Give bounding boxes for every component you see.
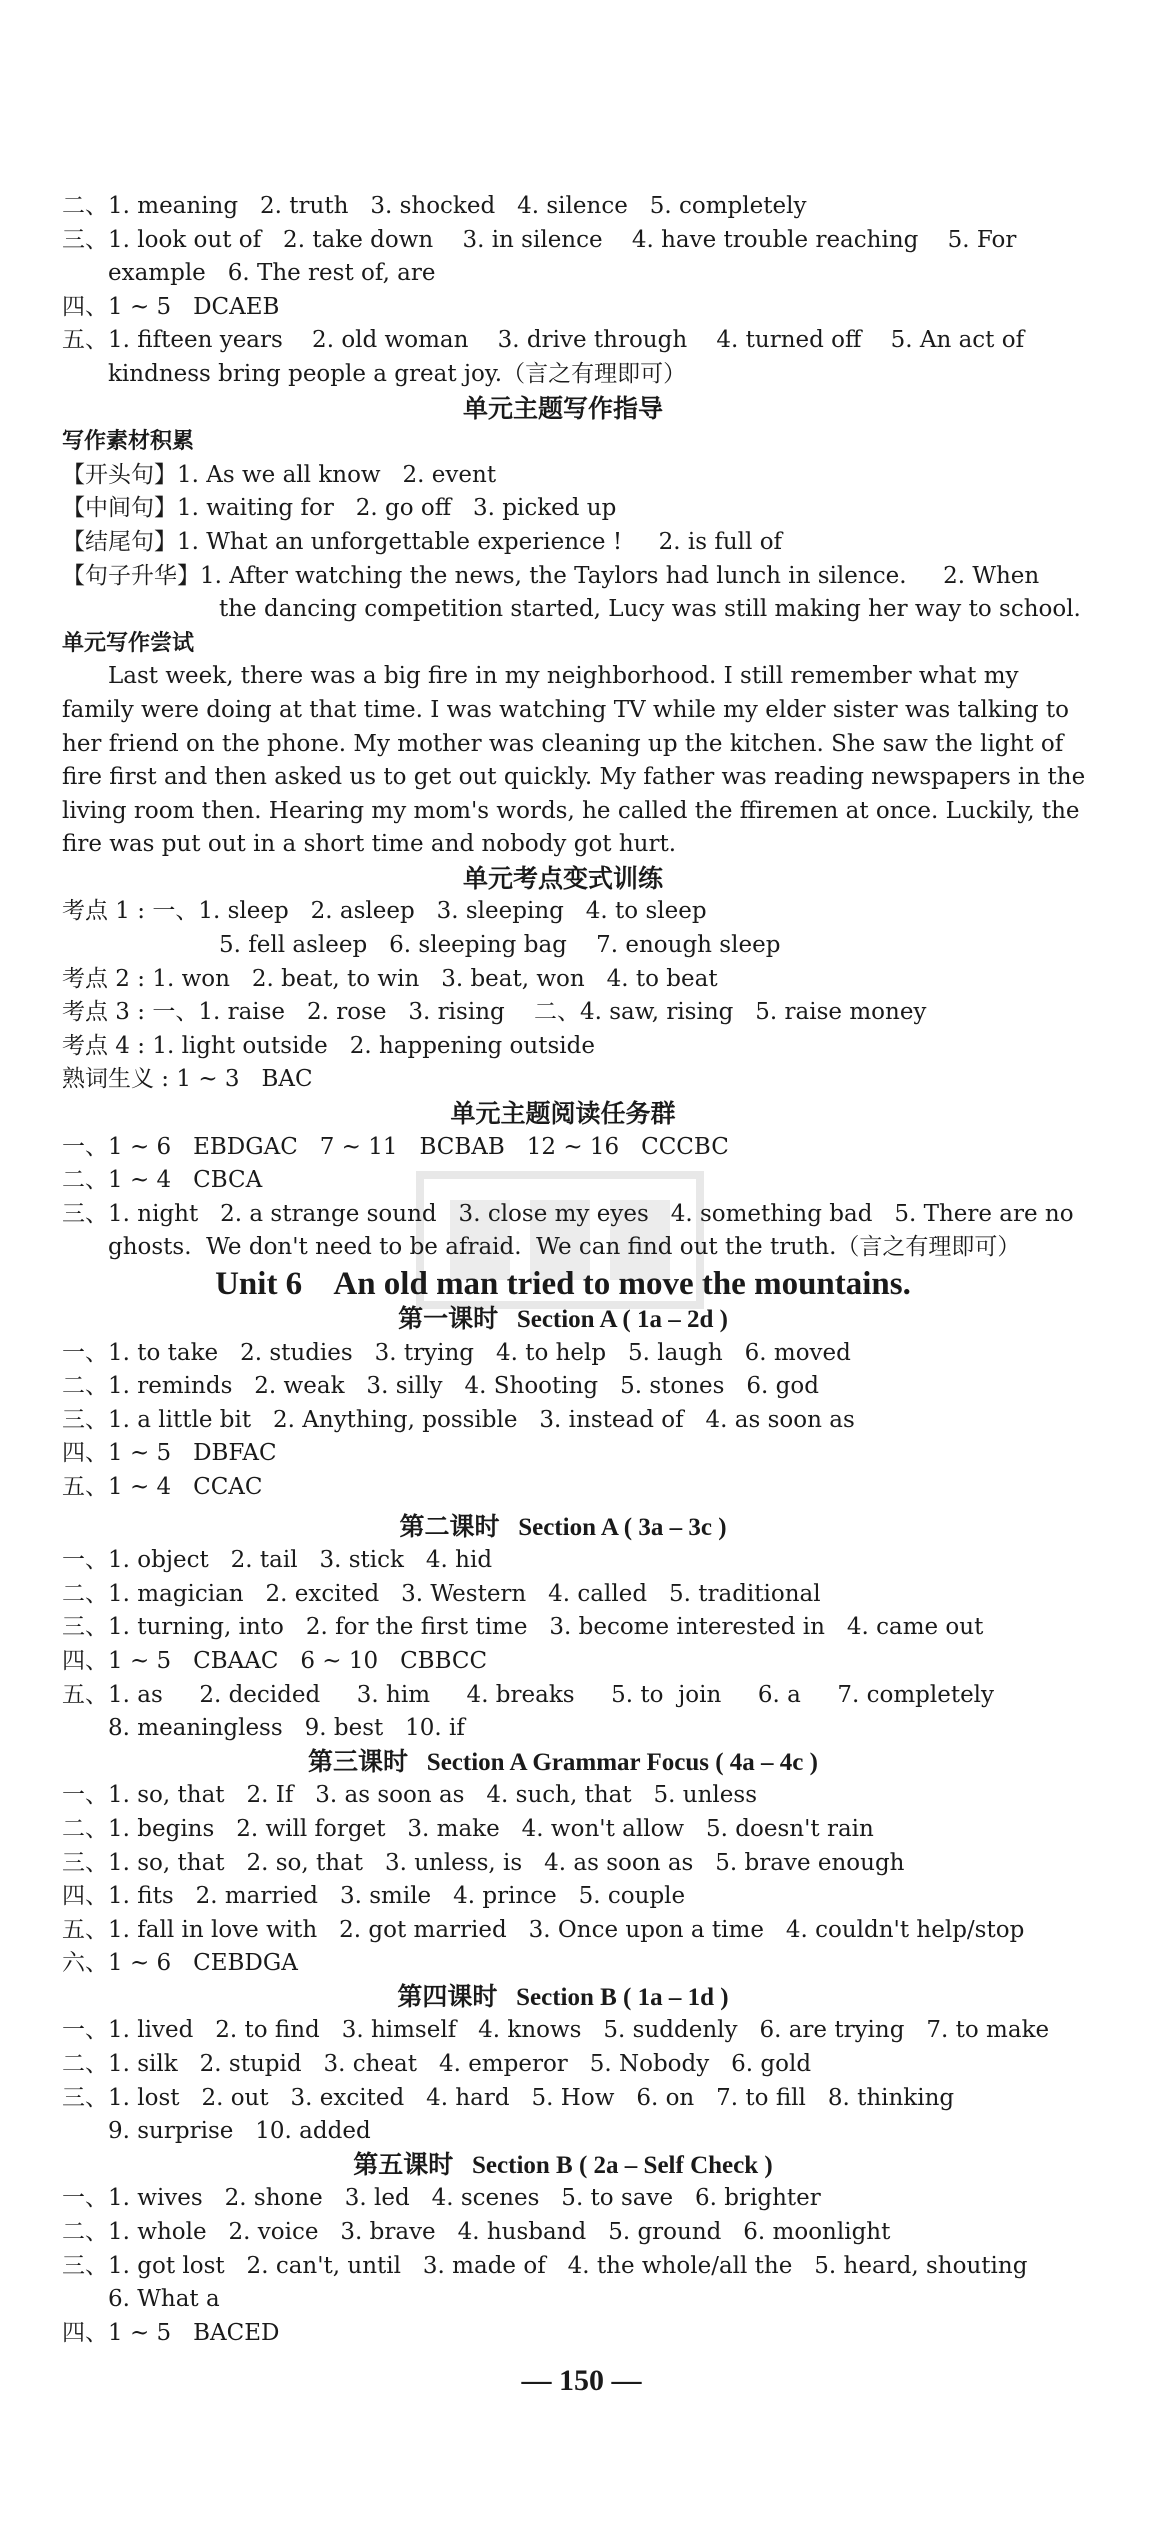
answer-line: 6. What a xyxy=(108,2286,220,2313)
lesson-heading: 第一课时 Section A ( 1a – 2d ) xyxy=(398,1306,728,1333)
answer-line: 考点 2 : 1. won 2. beat, to win 3. beat, won 4. to beat xyxy=(62,965,718,992)
answer-line: 四、1 ~ 5 DBFAC xyxy=(62,1440,277,1467)
answer-line: 三、1. got lost 2. can't, until 3. made of 4. the whole/all the 5. heard, shouting xyxy=(62,2252,1028,2279)
answer-content xyxy=(62,190,1086,2350)
answer-line: 一、1. so, that 2. If 3. as soon as 4. such, that 5. unless xyxy=(62,1782,757,1809)
answer-line: 考点 3 : 一、1. raise 2. rose 3. rising 二、4. saw, rising 5. raise money xyxy=(62,999,927,1026)
answer-line: 六、1 ~ 6 CEBDGA xyxy=(62,1950,298,1977)
essay-line: living room then. Hearing my mom's words, he called the ffiremen at once. Luckily, the xyxy=(62,797,1080,824)
answer-line: 8. meaningless 9. best 10. if xyxy=(108,1715,465,1742)
answer-line: 二、1. reminds 2. weak 3. silly 4. Shooting 5. stones 6. god xyxy=(62,1373,819,1400)
essay-line: her friend on the phone. My mother was cleaning up the kitchen. She saw the light of xyxy=(62,730,1064,757)
page-number: — 150 — xyxy=(521,2364,642,2397)
answer-line: 【开头句】1. As we all know 2. event xyxy=(62,461,497,488)
answer-line: 二、1. magician 2. excited 3. Western 4. called 5. traditional xyxy=(62,1580,821,1607)
answer-line: 四、1 ~ 5 DCAEB xyxy=(62,293,280,320)
essay-line: fire was put out in a short time and nobody got hurt. xyxy=(62,831,677,858)
answer-line: 【中间句】1. waiting for 2. go off 3. picked up xyxy=(62,495,617,522)
lesson-heading: 第二课时 Section A ( 3a – 3c ) xyxy=(399,1513,727,1541)
answer-line: 二、1. whole 2. voice 3. brave 4. husband 5. ground 6. moonlight xyxy=(62,2219,891,2246)
answer-line: 二、1. meaning 2. truth 3. shocked 4. silence 5. completely xyxy=(62,193,807,219)
answer-line: 二、1. begins 2. will forget 3. make 4. won't allow 5. doesn't rain xyxy=(62,1815,874,1842)
answer-line: 五、1 ~ 4 CCAC xyxy=(62,1473,263,1500)
answer-line: 【句子升华】1. After watching the news, the Taylors had lunch in silence. 2. When xyxy=(62,562,1040,589)
essay-line: fire first and then asked us to get out quickly. My father was reading newspapers in the xyxy=(62,764,1086,791)
answer-line: 五、1. fall in love with 2. got married 3. Once upon a time 4. couldn't help/stop xyxy=(62,1916,1025,1943)
answer-line: 考点 1 : 一、1. sleep 2. asleep 3. sleeping 4. to sleep xyxy=(62,898,707,925)
answer-line: 考点 4 : 1. light outside 2. happening outside xyxy=(62,1032,595,1059)
answer-line: 【结尾句】1. What an unforgettable experience ! 2. is full of xyxy=(62,528,783,555)
lesson-heading: 第四课时 Section B ( 1a – 1d ) xyxy=(397,1983,729,2011)
section-heading: 单元考点变式训练 xyxy=(462,863,663,893)
answer-line: ghosts. We don't need to be afraid. We can find out the truth.（言之有理即可） xyxy=(108,1234,1021,1261)
answer-line: 一、1. to take 2. studies 3. trying 4. to help 5. laugh 6. moved xyxy=(62,1339,851,1366)
answer-line: 三、1. lost 2. out 3. excited 4. hard 5. How 6. on 7. to fill 8. thinking xyxy=(62,2084,955,2111)
lesson-heading: 第五课时 Section B ( 2a – Self Check ) xyxy=(353,2151,773,2179)
answer-line: 二、1. silk 2. stupid 3. cheat 4. emperor 5. Nobody 6. gold xyxy=(62,2051,812,2078)
answer-line: 一、1. lived 2. to find 3. himself 4. knows 5. suddenly 6. are trying 7. to make xyxy=(62,2017,1050,2044)
answer-line: 三、1. so, that 2. so, that 3. unless, is 4. as soon as 5. brave enough xyxy=(62,1849,905,1876)
answer-line: 一、1. wives 2. shone 3. led 4. scenes 5. to save 6. brighter xyxy=(62,2185,821,2212)
answer-line: 五、1. fifteen years 2. old woman 3. drive through 4. turned off 5. An act of xyxy=(62,327,1025,354)
answer-line: 三、1. turning, into 2. for the first time 3. become interested in 4. came out xyxy=(62,1614,984,1641)
essay-line: family were doing at that time. I was watching TV while my elder sister was talking to xyxy=(62,696,1070,723)
answer-line: 二、1 ~ 4 CBCA xyxy=(62,1167,263,1194)
answer-line: 5. fell asleep 6. sleeping bag 7. enough sleep xyxy=(219,932,781,959)
answer-line: 9. surprise 10. added xyxy=(108,2118,371,2145)
answer-line: 四、1 ~ 5 CBAAC 6 ~ 10 CBBCC xyxy=(62,1647,488,1674)
section-heading: 单元主题阅读任务群 xyxy=(450,1099,676,1129)
subsection-heading: 写作素材积累 xyxy=(62,429,195,455)
answer-line: 三、1. look out of 2. take down 3. in silence 4. have trouble reaching 5. For xyxy=(62,226,1017,253)
answer-line: 一、1. object 2. tail 3. stick 4. hid xyxy=(62,1547,493,1574)
answer-line: example 6. The rest of, are xyxy=(108,260,436,287)
unit-title: Unit 6 An old man tried to move the mountains. xyxy=(215,1266,911,1302)
answer-line: 四、1. fits 2. married 3. smile 4. prince 5. couple xyxy=(62,1883,686,1910)
answer-line: 五、1. as 2. decided 3. him 4. breaks 5. to join 6. a 7. completely xyxy=(62,1681,995,1708)
answer-line: 熟词生义 : 1 ~ 3 BAC xyxy=(62,1066,313,1093)
answer-line: kindness bring people a great joy.（言之有理即可） xyxy=(108,360,687,387)
answer-line: 三、1. a little bit 2. Anything, possible 3. instead of 4. as soon as xyxy=(62,1406,855,1433)
subsection-heading: 单元写作尝试 xyxy=(62,630,195,656)
essay-line: Last week, there was a big fire in my neighborhood. I still remember what my xyxy=(108,663,1019,690)
lesson-heading: 第三课时 Section A Grammar Focus ( 4a – 4c ) xyxy=(308,1748,818,1776)
answer-line: 三、1. night 2. a strange sound 3. close my eyes 4. something bad 5. There are no xyxy=(62,1200,1074,1227)
section-heading: 单元主题写作指导 xyxy=(462,393,663,423)
answer-line: 一、1 ~ 6 EBDGAC 7 ~ 11 BCBAB 12 ~ 16 CCCBC xyxy=(62,1133,729,1160)
answer-line: 四、1 ~ 5 BACED xyxy=(62,2319,280,2346)
answer-line: the dancing competition started, Lucy was still making her way to school. xyxy=(219,596,1081,623)
